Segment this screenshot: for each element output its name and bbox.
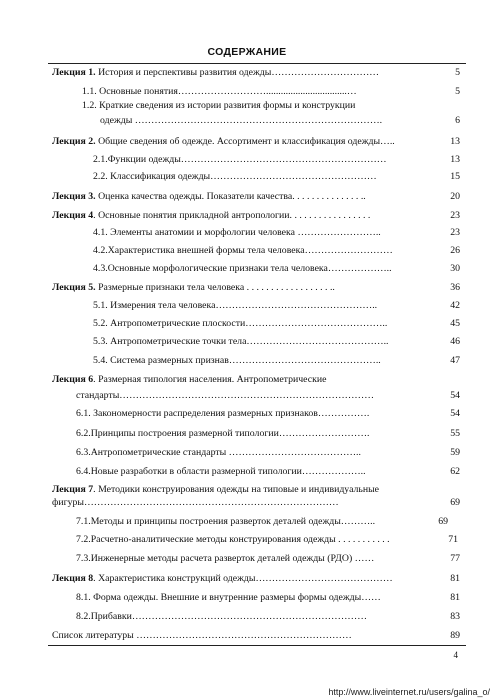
toc-entry-page: 89 <box>450 630 460 641</box>
toc-entry-text: 4.1. Элементы анатомии и морфологии человека …………………….. <box>93 227 381 238</box>
toc-entry-page: 77 <box>450 553 460 564</box>
toc-entry-page: 5 <box>455 86 460 97</box>
toc-subentry <box>76 592 460 604</box>
toc-entry-lecture-label: Лекция 4 <box>52 210 94 221</box>
toc-entry-page: 13 <box>450 154 460 165</box>
toc-entry-page: 42 <box>450 300 460 311</box>
toc-entry-lecture-label: Лекция 3. <box>52 191 96 202</box>
toc-subentry <box>93 300 460 312</box>
toc-subentry <box>76 516 448 528</box>
toc-entry-text: 5.3. Антропометрические точки тела…………………………………….. <box>93 336 389 347</box>
toc-entry-text: 6.3.Антропометрические стандарты ………………………………….. <box>76 447 361 458</box>
toc-subentry <box>93 227 460 239</box>
toc-entry-page: 47 <box>450 355 460 366</box>
toc-entry-text: 2.2. Классификация одежды…………………………………………… <box>93 171 377 182</box>
top-rule <box>48 63 466 64</box>
toc-entry-text: 5.1. Измерения тела человека………………………………………….. <box>93 300 378 311</box>
toc-entry-page: 46 <box>450 336 460 347</box>
toc-entry-page: 69 <box>438 516 448 527</box>
footer-url: http://www.liveinternet.ru/users/galina_o/ <box>328 687 490 697</box>
toc-entry-page: 23 <box>450 227 460 238</box>
toc-entry-text: 6.4.Новые разработки в области размерной типологии……………….. <box>76 466 366 477</box>
toc-entry-page: 59 <box>450 447 460 458</box>
toc-lecture-entry <box>52 374 460 386</box>
toc-subentry <box>100 115 460 127</box>
toc-lecture-entry <box>52 67 460 79</box>
bottom-rule <box>48 645 466 646</box>
toc-entry-text: 4.2.Характеристика внешней формы тела человека……………………… <box>93 245 393 256</box>
toc-entry-page: 71 <box>448 534 458 545</box>
toc-entry-page: 62 <box>450 466 460 477</box>
toc-entry-text: 8.2.Прибавки……………………………………………………………… <box>76 611 367 622</box>
toc-entry-page: 55 <box>450 428 460 439</box>
toc-entry-text: . Методики конструирования одежды на типовые и индивидуальные <box>93 484 380 495</box>
toc-entry-text: 1.1. Основные понятия……………………….................................… <box>82 86 357 97</box>
toc-entry-page: 15 <box>450 171 460 182</box>
toc-entry-text: 2.1.Функции одежды……………………………………………………… <box>93 154 387 165</box>
toc-entry-page: 23 <box>450 210 460 221</box>
toc-subentry <box>82 86 460 98</box>
toc-entry-page: 5 <box>455 67 460 78</box>
toc-entry-text: Список литературы ………………………………………………………… <box>52 630 352 641</box>
toc-entry-lecture-label: Лекция 7 <box>52 484 94 495</box>
toc-entry-text: Размерные признаки тела человека . . . . . . . . . . . . . . . . . .. <box>95 282 335 293</box>
toc-entry-lecture-label: Лекция 5. <box>52 282 96 293</box>
toc-subentry <box>76 390 460 402</box>
toc-lecture-entry <box>52 210 460 222</box>
toc-subentry <box>76 466 460 478</box>
toc-entry-text: Общие сведения об одежде. Ассортимент и классификация одежды….. <box>95 136 395 147</box>
toc-entry-text: . Характеристика конструкций одежды…………………………………… <box>93 573 393 584</box>
toc-entry-text: 7.3.Инженерные методы расчета разверток деталей одежды (РДО) …… <box>76 553 375 564</box>
toc-entry-lecture-label: Лекция 8 <box>52 573 94 584</box>
toc-entry-page: 81 <box>450 573 460 584</box>
toc-entry-text: Оценка качества одежды. Показатели качества. . . . . . . . . . . . . . .. <box>95 191 366 202</box>
toc-entry-text: 1.2. Краткие сведения из истории развития формы и конструкции <box>82 100 356 111</box>
toc-entry-page: 54 <box>450 390 460 401</box>
toc-entry-lecture-label: Лекция 1. <box>52 67 96 78</box>
toc-entry-lecture-label: Лекция 2. <box>52 136 96 147</box>
toc-entry-text: фигуры…………………………………………………………………… <box>52 497 339 508</box>
toc-entry-text: История и перспективы развития одежды…………………………… <box>95 67 380 78</box>
toc-entry-text: 8.1. Форма одежды. Внешние и внутренние размеры формы одежды…… <box>76 592 381 603</box>
toc-entry-text: . Основные понятия прикладной антропологии. . . . . . . . . . . . . . . . . <box>93 210 371 221</box>
toc-entry-lecture-label: Лекция 6 <box>52 374 94 385</box>
toc-lecture-entry <box>52 191 460 203</box>
toc-entry-text: 5.2. Антропометрические плоскости…………………………………….. <box>93 318 388 329</box>
toc-entry-text: 4.3.Основные морфологические признаки тела человека……………….. <box>93 263 392 274</box>
toc-entry-page: 45 <box>450 318 460 329</box>
toc-entry-text: 6.1. Закономерности распределения размерных признаков……………. <box>76 408 370 419</box>
toc-entry-page: 81 <box>450 592 460 603</box>
toc-subentry <box>76 553 460 565</box>
toc-subentry <box>52 630 460 642</box>
toc-entry-page: 13 <box>450 136 460 147</box>
toc-lecture-entry <box>52 282 460 294</box>
toc-entry-text: стандарты…………………………………………………………………… <box>76 390 375 401</box>
toc-subentry <box>76 611 460 623</box>
toc-subentry <box>52 497 460 509</box>
toc-entry-page: 54 <box>450 408 460 419</box>
toc-entry-page: 83 <box>450 611 460 622</box>
toc-lecture-entry <box>52 136 460 148</box>
toc-entry-page: 6 <box>455 115 460 126</box>
page-number: 4 <box>453 650 458 660</box>
toc-entry-text: одежды …………………………………………………………………. <box>100 115 383 126</box>
toc-lecture-entry <box>52 484 460 496</box>
toc-entry-page: 26 <box>450 245 460 256</box>
toc-entry-text: . Размерная типология населения. Антропометрические <box>93 374 327 385</box>
toc-subentry <box>76 408 460 420</box>
toc-lecture-entry <box>52 573 460 585</box>
toc-subentry <box>76 534 458 546</box>
page-title: СОДЕРЖАНИЕ <box>207 46 287 58</box>
toc-subentry <box>76 428 460 440</box>
toc-subentry <box>93 263 460 275</box>
toc-subentry <box>82 100 460 112</box>
toc-entry-page: 36 <box>450 282 460 293</box>
toc-subentry <box>93 171 460 183</box>
toc-entry-text: 7.1.Методы и принципы построения разверток деталей одежды……….. <box>76 516 376 527</box>
toc-entry-page: 20 <box>450 191 460 202</box>
toc-entry-page: 30 <box>450 263 460 274</box>
toc-entry-text: 6.2.Принципы построения размерной типологии………………………. <box>76 428 370 439</box>
toc-subentry <box>76 447 460 459</box>
toc-subentry <box>93 318 460 330</box>
toc-entry-text: 7.2.Расчетно-аналитические методы конструирования одежды . . . . . . . . . . . <box>76 534 390 545</box>
toc-entry-text: 5.4. Система размерных признав……………………………………….. <box>93 355 381 366</box>
toc-entry-page: 69 <box>450 497 460 508</box>
toc-subentry <box>93 154 460 166</box>
toc-subentry <box>93 336 460 348</box>
toc-subentry <box>93 245 460 257</box>
toc-subentry <box>93 355 460 367</box>
